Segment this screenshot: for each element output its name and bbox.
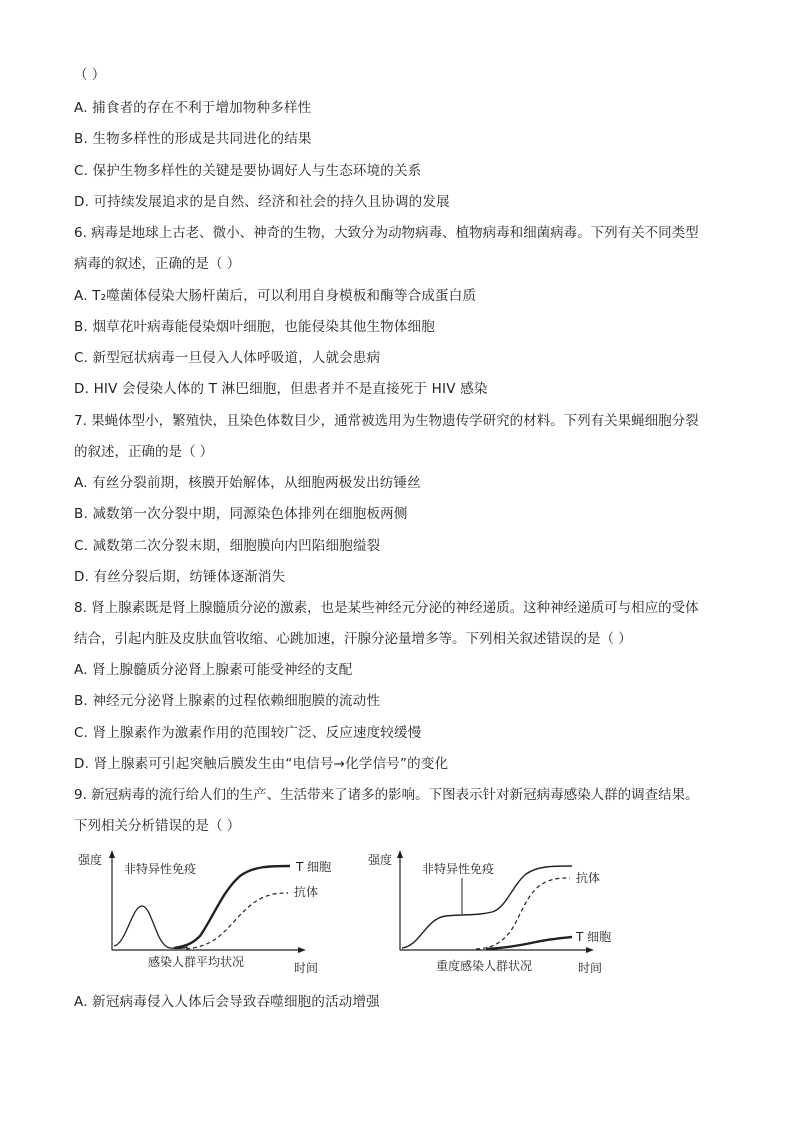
q6-stem-line1: 6. 病毒是地球上古老、微小、神奇的生物，大致分为动物病毒、植物病毒和细菌病毒。下列有关不同类型 [74,225,699,241]
x-axis-arrow [298,947,306,953]
q7-stem-line2: 的叙述，正确的是（ ） [74,444,214,460]
q5-option-b: B. 生物多样性的形成是共同进化的结果 [74,131,312,147]
label-antibody: 抗体 [576,871,601,885]
curve-nonspecific [114,906,188,948]
q7-option-a: A. 有丝分裂前期，核膜开始解体，从细胞两极发出纺锤丝 [74,475,421,491]
curve-nonspecific [402,866,572,948]
y-axis-arrow [397,850,403,858]
figure-average-infected [74,846,332,976]
figure-caption: 感染人群平均状况 [148,955,245,969]
q7-stem-line1: 7. 果蝇体型小，繁殖快，且染色体数目少，通常被选用为生物遗传学研究的材料。下列有关果蝇细胞分裂 [74,413,699,429]
q6-stem-line2: 病毒的叙述，正确的是（ ） [74,256,241,272]
q8-option-b: B. 神经元分泌肾上腺素的过程依赖细胞膜的流动性 [74,693,381,709]
curve-antibody [186,893,288,949]
curve-t-cell [174,866,290,948]
q8-stem-line1: 8. 肾上腺素既是肾上腺髓质分泌的激素，也是某些神经元分泌的神经递质。这种神经递质可与相应的受体 [74,600,699,616]
y-axis-label: 强度 [368,853,393,867]
label-t-cell: T 细胞 [296,860,332,874]
q7-option-b: B. 减数第一次分裂中期，同源染色体排列在细胞板两侧 [74,506,408,522]
q7-option-d: D. 有丝分裂后期，纺锤体逐渐消失 [74,569,286,585]
q8-option-a: A. 肾上腺髓质分泌肾上腺素可能受神经的支配 [74,662,353,678]
figure-caption: 重度感染人群状况 [436,959,533,973]
q5-option-a: A. 捕食者的存在不利于增加物种多样性 [74,100,312,116]
answer-paren: （ ） [74,67,106,83]
q6-option-c: C. 新型冠状病毒一旦侵入人体呼吸道，人就会患病 [74,350,381,366]
label-nonspecific: 非特异性免疫 [124,862,197,876]
q8-option-d: D. 肾上腺素可引起突触后膜发生由“电信号→化学信号”的变化 [74,756,449,772]
q5-option-c: C. 保护生物多样性的关键是要协调好人与生态环境的关系 [74,163,422,179]
q6-option-b: B. 烟草花叶病毒能侵染烟叶细胞，也能侵染其他生物体细胞 [74,319,435,335]
y-axis-label: 强度 [78,853,103,867]
q8-option-c: C. 肾上腺素作为激素作用的范围较广泛、反应速度较缓慢 [74,725,422,741]
q7-option-c: C. 减数第二次分裂末期，细胞膜向内凹陷细胞缢裂 [74,538,381,554]
label-antibody: 抗体 [294,885,319,899]
q6-option-d: D. HIV 会侵染人体的 T 淋巴细胞，但患者并不是直接死于 HIV 感染 [74,381,488,397]
q9-option-a: A. 新冠病毒侵入人体后会导致吞噬细胞的活动增强 [74,994,380,1010]
x-axis-label: 时间 [578,961,603,975]
figure-severe-infected [366,846,626,976]
x-axis-arrow [586,947,594,953]
q9-stem-line2: 下列相关分析错误的是（ ） [74,818,241,834]
label-t-cell: T 细胞 [576,930,612,944]
y-axis-arrow [109,850,115,858]
q9-stem-line1: 9. 新冠病毒的流行给人们的生产、生活带来了诸多的影响。下图表示针对新冠病毒感染人群的调查结果。 [74,787,699,803]
q6-option-a: A. T₂噬菌体侵染大肠杆菌后，可以利用自身模板和酶等合成蛋白质 [74,288,477,304]
q8-stem-line2: 结合，引起内脏及皮肤血管收缩、心跳加速，汗腺分泌量增多等。下列相关叙述错误的是（ ） [74,631,632,647]
x-axis-label: 时间 [294,961,319,975]
q5-option-d: D. 可持续发展追求的是自然、经济和社会的持久且协调的发展 [74,194,450,210]
label-nonspecific: 非特异性免疫 [422,862,495,876]
